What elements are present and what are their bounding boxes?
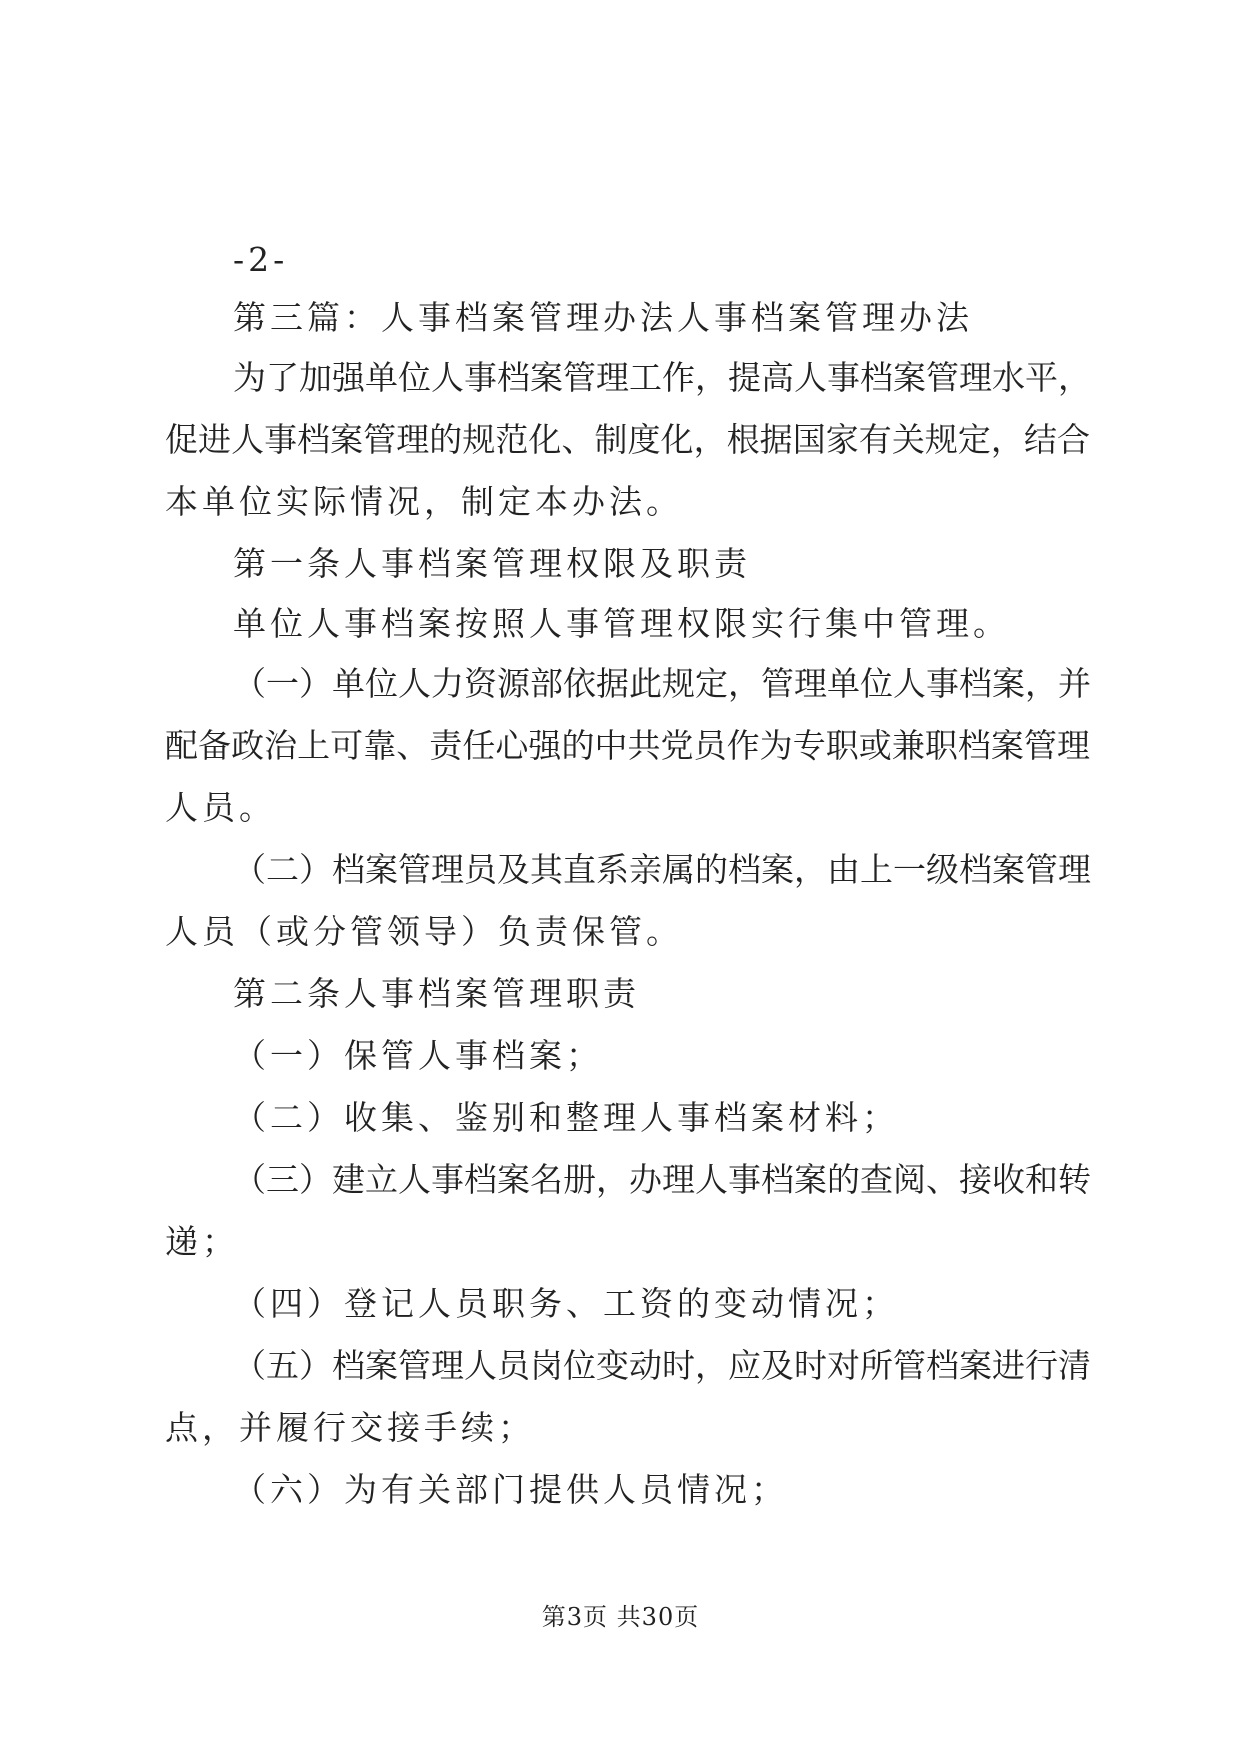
paragraph-line: 为了加强单位人事档案管理工作，提高人事档案管理水平， xyxy=(233,358,1091,397)
paragraph-line: 人员（或分管领导）负责保管。 xyxy=(165,912,683,951)
list-item: （一）保管人事档案； xyxy=(233,1036,603,1075)
list-item: （六）为有关部门提供人员情况； xyxy=(233,1470,788,1509)
list-item: （二）收集、鉴别和整理人事档案材料； xyxy=(233,1098,899,1137)
paragraph-line: （一）单位人力资源部依据此规定，管理单位人事档案，并 xyxy=(233,664,1091,703)
paragraph-line: 单位人事档案按照人事管理权限实行集中管理。 xyxy=(233,604,1010,643)
paragraph-line: （二）档案管理员及其直系亲属的档案，由上一级档案管理 xyxy=(233,850,1091,889)
article-heading: 第二条人事档案管理职责 xyxy=(233,974,640,1013)
page-marker: -2- xyxy=(233,240,289,279)
paragraph-line: 点，并履行交接手续； xyxy=(165,1408,535,1447)
paragraph-line: 递； xyxy=(165,1222,239,1261)
paragraph-line: 促进人事档案管理的规范化、制度化，根据国家有关规定，结合 xyxy=(165,420,1090,459)
paragraph-line: 人员。 xyxy=(165,788,276,827)
list-item: （五）档案管理人员岗位变动时，应及时对所管档案进行清 xyxy=(233,1346,1091,1385)
article-heading: 第一条人事档案管理权限及职责 xyxy=(233,544,751,583)
section-title: 第三篇：人事档案管理办法人事档案管理办法 xyxy=(233,298,973,337)
list-item: （三）建立人事档案名册，办理人事档案的查阅、接收和转 xyxy=(233,1160,1091,1199)
list-item: （四）登记人员职务、工资的变动情况； xyxy=(233,1284,899,1323)
page-footer: 第3页 共30页 xyxy=(541,1603,700,1631)
paragraph-line: 本单位实际情况，制定本办法。 xyxy=(165,482,683,521)
paragraph-line: 配备政治上可靠、责任心强的中共党员作为专职或兼职档案管理 xyxy=(165,726,1090,765)
